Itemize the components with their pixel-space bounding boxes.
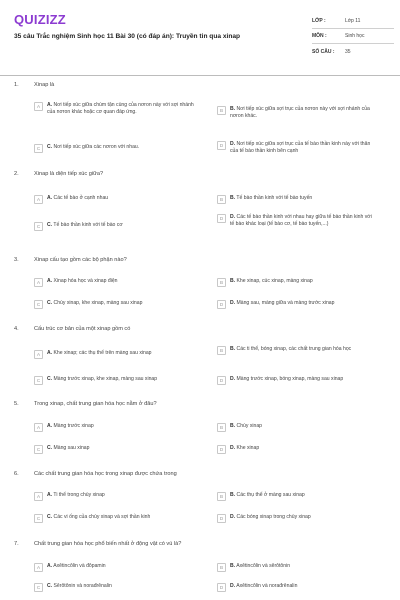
option-letter: D.	[230, 376, 236, 382]
option-c[interactable]	[34, 376, 194, 385]
option-box: A	[34, 423, 43, 432]
option-text: Màng sau, màng giữa và màng trước xinap	[236, 300, 335, 306]
option-text: Các vi ống của chùy xinap và sợi thần kinh	[53, 514, 151, 520]
option-text: Ti thể trong chùy xinap	[53, 492, 105, 498]
option-text: Chùy xinap, khe xinap, màng sau xinap	[53, 300, 143, 306]
option-text: Các tế bào thần kinh với nhau hay giữa tế bào thần kinh với tế bào khác loại (tế bào cơ, tế bào tuyến,...)	[230, 214, 372, 227]
option-text: Axêtincôlin và đôpamin	[53, 563, 106, 569]
option-letter: B.	[230, 423, 236, 429]
option-b[interactable]	[217, 195, 377, 204]
option-box: A	[34, 563, 43, 572]
option-letter: A.	[47, 278, 53, 284]
option-box: D	[217, 583, 226, 592]
option-letter: A.	[47, 492, 53, 498]
option-box: C	[34, 300, 43, 309]
option-a[interactable]	[34, 102, 194, 116]
question-text: Các chất trung gian hóa học trong xinap được chứa trong	[34, 471, 177, 477]
option-letter: A.	[47, 350, 53, 356]
option-box: B	[217, 423, 226, 432]
option-box: C	[34, 514, 43, 523]
option-text: Màng trước xinap, khe xinap, màng sau xinap	[53, 376, 158, 382]
option-text: Khe xinap	[236, 445, 260, 451]
question-text: Trong xinap, chất trung gian hóa học nằm ở đâu?	[34, 401, 157, 407]
option-box: D	[217, 445, 226, 454]
option-letter: A.	[47, 563, 53, 569]
option-letter: A.	[47, 195, 53, 201]
option-text: Sêrôtônin và norađrênalin	[53, 583, 112, 589]
option-box: D	[217, 514, 226, 523]
option-c[interactable]	[34, 445, 194, 454]
option-letter: B.	[230, 278, 236, 284]
option-letter: C.	[47, 300, 53, 306]
option-letter: A.	[47, 423, 53, 429]
option-a[interactable]	[34, 350, 194, 359]
option-letter: D.	[230, 445, 236, 451]
option-box: A	[34, 278, 43, 287]
question-number: 7.	[14, 541, 19, 547]
option-text: Khe xinap, cúc xinap, màng xinap	[236, 278, 313, 284]
option-letter: C.	[47, 514, 53, 520]
option-text: Chùy xinap	[236, 423, 262, 429]
meta-row-subject	[312, 29, 394, 44]
question-text: Xinap cấu tạo gồm các bộ phận nào?	[34, 257, 127, 263]
option-text: Các bóng xinap trong chùy xinap	[236, 514, 311, 520]
question-number: 5.	[14, 401, 19, 407]
option-box: D	[217, 141, 226, 150]
option-d[interactable]	[217, 376, 377, 385]
option-text: Màng trước xinap, bóng xinap, màng sau xinap	[236, 376, 344, 382]
option-c[interactable]	[34, 514, 194, 523]
question-number: 2.	[14, 171, 19, 177]
question-text: Cấu trúc cơ bản của một xinap gồm có	[34, 326, 131, 332]
option-letter: D.	[230, 141, 236, 147]
option-b[interactable]	[217, 346, 377, 355]
question-number: 1.	[14, 82, 19, 88]
meta-value: Sinh học	[345, 33, 365, 39]
option-text: Khe xinap; các thụ thể trên màng sau xinap	[53, 350, 152, 356]
option-b[interactable]	[217, 278, 377, 287]
option-box: C	[34, 445, 43, 454]
meta-key: SỐ CÂU :	[312, 48, 335, 55]
option-a[interactable]	[34, 195, 194, 204]
option-text: Các tế bào ở cạnh nhau	[53, 195, 109, 201]
option-a[interactable]	[34, 278, 194, 287]
question-text: Chất trung gian hóa học phổ biến nhất ở động vật có vú là?	[34, 541, 182, 547]
meta-table	[312, 14, 394, 59]
option-box: B	[217, 106, 226, 115]
option-letter: C.	[47, 583, 53, 589]
question-text: Xinap là	[34, 82, 55, 88]
option-box: B	[217, 278, 226, 287]
option-a[interactable]	[34, 423, 194, 432]
document-header	[0, 0, 400, 76]
option-text: Các thụ thể ở màng sau xinap	[236, 492, 305, 498]
meta-row-grade	[312, 14, 394, 29]
option-text: Axêtincôlin và sêrôtônin	[236, 563, 291, 569]
meta-value: Lớp 11	[345, 18, 361, 24]
option-letter: B.	[230, 106, 236, 112]
option-letter: C.	[47, 445, 53, 451]
option-letter: D.	[230, 300, 236, 306]
option-c[interactable]	[34, 583, 194, 592]
option-box: B	[217, 563, 226, 572]
meta-value: 35	[345, 48, 351, 55]
option-box: D	[217, 376, 226, 385]
option-box: D	[217, 214, 226, 223]
option-text: Nơi tiếp xúc giữa các nơron với nhau.	[53, 144, 140, 150]
question-number: 3.	[14, 257, 19, 263]
option-c[interactable]	[34, 222, 194, 231]
question-text: Xinap là diện tiếp xúc giữa?	[34, 171, 104, 177]
option-box: A	[34, 195, 43, 204]
option-letter: B.	[230, 346, 236, 352]
option-text: Tế bào thần kinh với tế bào cơ	[53, 222, 123, 228]
option-box: A	[34, 102, 43, 111]
document-title: 35 câu Trắc nghiệm Sinh học 11 Bài 30 (có đáp án): Truyền tin qua xinap	[14, 33, 241, 40]
option-d[interactable]	[217, 300, 377, 309]
option-b[interactable]	[217, 492, 377, 501]
option-text: Tế bào thần kinh với tế bào tuyến	[236, 195, 313, 201]
option-text: Màng sau xinap	[53, 445, 90, 451]
option-box: B	[217, 346, 226, 355]
option-letter: B.	[230, 563, 236, 569]
quizizz-logo: QUIZIZZ	[14, 12, 66, 27]
option-text: Nơi tiếp xúc giữa sợi trục của tế bào thần kinh này với thân của tế bào thần kinh bên cạnh	[230, 141, 371, 154]
option-c[interactable]	[34, 300, 194, 309]
option-letter: C.	[47, 222, 53, 228]
meta-row-count	[312, 44, 394, 59]
option-box: C	[34, 222, 43, 231]
option-letter: A.	[47, 102, 53, 108]
option-letter: D.	[230, 214, 236, 220]
option-letter: D.	[230, 583, 236, 589]
option-box: C	[34, 376, 43, 385]
option-box: C	[34, 144, 43, 153]
option-d[interactable]	[217, 514, 377, 523]
option-box: C	[34, 583, 43, 592]
option-letter: C.	[47, 376, 53, 382]
option-letter: C.	[47, 144, 53, 150]
option-text: Nơi tiếp xúc giữa sợi trục của nơron này với sợi nhánh của nơron khác.	[230, 106, 370, 119]
option-b[interactable]	[217, 423, 377, 432]
option-c[interactable]	[34, 144, 194, 153]
option-letter: D.	[230, 514, 236, 520]
option-box: B	[217, 492, 226, 501]
meta-key: LỚP :	[312, 18, 326, 24]
option-text: Màng trước xinap	[53, 423, 94, 429]
option-text: Xinap hóa học và xinap điện	[53, 278, 118, 284]
option-a[interactable]	[34, 492, 194, 501]
option-text: Các ti thể, bóng xinap, các chất trung gian hóa học	[236, 346, 352, 352]
option-box: B	[217, 195, 226, 204]
option-box: A	[34, 350, 43, 359]
option-b[interactable]	[217, 563, 377, 572]
option-text: Axêtincôlin và norađrênalin	[236, 583, 298, 589]
option-d[interactable]	[217, 141, 377, 155]
option-box: A	[34, 492, 43, 501]
question-number: 6.	[14, 471, 19, 477]
option-d[interactable]	[217, 445, 377, 454]
option-text: Nơi tiếp xúc giữa chùm tận cùng của nơron này với sợi nhánh của nơron khác hoặc cơ quan đáp ứng.	[47, 102, 194, 115]
option-d[interactable]	[217, 583, 377, 592]
option-a[interactable]	[34, 563, 194, 572]
question-number: 4.	[14, 326, 19, 332]
meta-key: MÔN :	[312, 33, 327, 39]
option-letter: B.	[230, 195, 236, 201]
option-letter: B.	[230, 492, 236, 498]
option-b[interactable]	[217, 106, 377, 120]
option-d[interactable]	[217, 214, 377, 228]
option-box: D	[217, 300, 226, 309]
